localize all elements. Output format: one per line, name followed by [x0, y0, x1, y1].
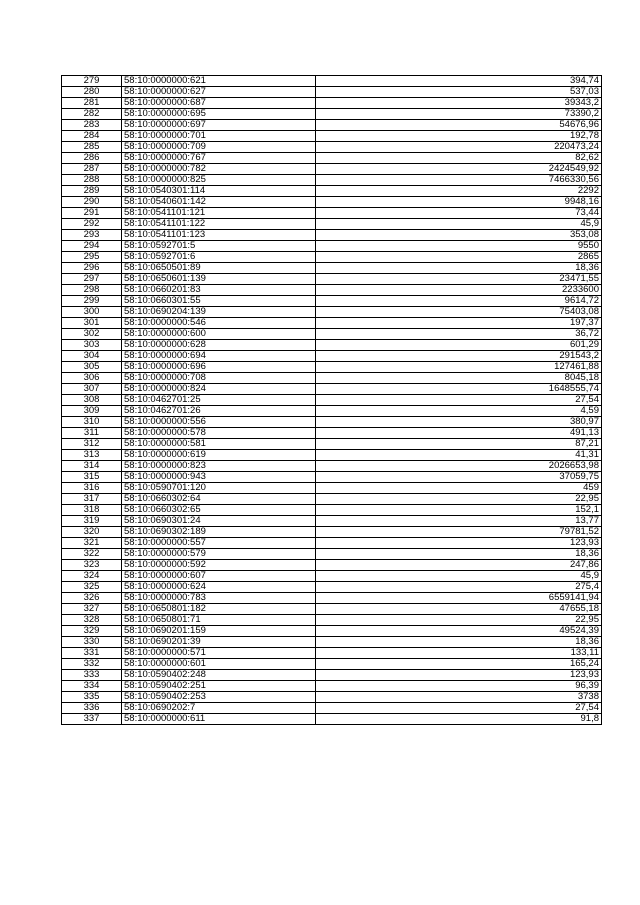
table-row [62, 142, 602, 153]
cadastral-number-cell: 58:10:0690301:24 [122, 516, 316, 527]
table-row [62, 626, 602, 637]
cadastral-number-cell: 58:10:0000000:581 [122, 439, 316, 450]
table-row [62, 703, 602, 714]
value-cell: 27,54 [316, 395, 602, 406]
table-row [62, 450, 602, 461]
table-row [62, 252, 602, 263]
value-cell: 291543,2 [316, 351, 602, 362]
value-cell: 247,86 [316, 560, 602, 571]
row-number-cell: 297 [62, 274, 122, 285]
row-number-cell: 323 [62, 560, 122, 571]
value-cell: 75403,08 [316, 307, 602, 318]
row-number-cell: 288 [62, 175, 122, 186]
table-row [62, 582, 602, 593]
value-cell: 4,59 [316, 406, 602, 417]
table-row [62, 208, 602, 219]
cadastral-number-cell: 58:10:0000000:823 [122, 461, 316, 472]
table-row [62, 285, 602, 296]
row-number-cell: 330 [62, 637, 122, 648]
value-cell: 2865 [316, 252, 602, 263]
cadastral-number-cell: 58:10:0690201:159 [122, 626, 316, 637]
row-number-cell: 331 [62, 648, 122, 659]
row-number-cell: 316 [62, 483, 122, 494]
value-cell: 49524,39 [316, 626, 602, 637]
cadastral-number-cell: 58:10:0690202:7 [122, 703, 316, 714]
value-cell: 45,9 [316, 571, 602, 582]
cadastral-number-cell: 58:10:0000000:694 [122, 351, 316, 362]
row-number-cell: 328 [62, 615, 122, 626]
table-row [62, 131, 602, 142]
table-row [62, 175, 602, 186]
cadastral-number-cell: 58:10:0000000:695 [122, 109, 316, 120]
cadastral-number-cell: 58:10:0000000:627 [122, 87, 316, 98]
cadastral-number-cell: 58:10:0000000:611 [122, 714, 316, 725]
table-row [62, 472, 602, 483]
table-row [62, 197, 602, 208]
value-cell: 192,78 [316, 131, 602, 142]
table-row [62, 153, 602, 164]
value-cell: 9948,16 [316, 197, 602, 208]
row-number-cell: 287 [62, 164, 122, 175]
cadastral-number-cell: 58:10:0000000:767 [122, 153, 316, 164]
cadastral-number-cell: 58:10:0590402:248 [122, 670, 316, 681]
row-number-cell: 306 [62, 373, 122, 384]
table-row [62, 109, 602, 120]
cadastral-number-cell: 58:10:0690204:139 [122, 307, 316, 318]
cadastral-number-cell: 58:10:0000000:624 [122, 582, 316, 593]
cadastral-number-cell: 58:10:0000000:943 [122, 472, 316, 483]
value-cell: 537,03 [316, 87, 602, 98]
row-number-cell: 332 [62, 659, 122, 670]
cadastral-number-cell: 58:10:0000000:687 [122, 98, 316, 109]
table-row [62, 648, 602, 659]
row-number-cell: 327 [62, 604, 122, 615]
row-number-cell: 292 [62, 219, 122, 230]
row-number-cell: 285 [62, 142, 122, 153]
value-cell: 3738 [316, 692, 602, 703]
table-body [62, 76, 602, 725]
cadastral-number-cell: 58:10:0660302:64 [122, 494, 316, 505]
row-number-cell: 337 [62, 714, 122, 725]
cadastral-number-cell: 58:10:0000000:601 [122, 659, 316, 670]
value-cell: 165,24 [316, 659, 602, 670]
row-number-cell: 281 [62, 98, 122, 109]
table-row [62, 164, 602, 175]
row-number-cell: 334 [62, 681, 122, 692]
table-row [62, 659, 602, 670]
row-number-cell: 282 [62, 109, 122, 120]
value-cell: 45,9 [316, 219, 602, 230]
row-number-cell: 313 [62, 450, 122, 461]
cadastral-number-cell: 58:10:0000000:600 [122, 329, 316, 340]
row-number-cell: 295 [62, 252, 122, 263]
cadastral-number-cell: 58:10:0000000:592 [122, 560, 316, 571]
row-number-cell: 318 [62, 505, 122, 516]
cadastral-number-cell: 58:10:0000000:696 [122, 362, 316, 373]
row-number-cell: 283 [62, 120, 122, 131]
row-number-cell: 320 [62, 527, 122, 538]
value-cell: 2026653,98 [316, 461, 602, 472]
table-row [62, 120, 602, 131]
cadastral-number-cell: 58:10:0650801:182 [122, 604, 316, 615]
table-row [62, 483, 602, 494]
cadastral-number-cell: 58:10:0000000:578 [122, 428, 316, 439]
table-row [62, 593, 602, 604]
table-row [62, 516, 602, 527]
row-number-cell: 322 [62, 549, 122, 560]
row-number-cell: 280 [62, 87, 122, 98]
value-cell: 380,97 [316, 417, 602, 428]
cadastral-number-cell: 58:10:0592701:6 [122, 252, 316, 263]
cadastral-number-cell: 58:10:0690302:189 [122, 527, 316, 538]
table-row [62, 318, 602, 329]
table-row [62, 296, 602, 307]
value-cell: 18,36 [316, 549, 602, 560]
row-number-cell: 314 [62, 461, 122, 472]
table-row [62, 505, 602, 516]
row-number-cell: 301 [62, 318, 122, 329]
value-cell: 37059,75 [316, 472, 602, 483]
value-cell: 459 [316, 483, 602, 494]
cadastral-number-cell: 58:10:0650801:71 [122, 615, 316, 626]
row-number-cell: 303 [62, 340, 122, 351]
cadastral-number-cell: 58:10:0000000:607 [122, 571, 316, 582]
row-number-cell: 309 [62, 406, 122, 417]
row-number-cell: 308 [62, 395, 122, 406]
table-row [62, 692, 602, 703]
table-row [62, 219, 602, 230]
cadastral-number-cell: 58:10:0000000:701 [122, 131, 316, 142]
table-row [62, 637, 602, 648]
value-cell: 123,93 [316, 670, 602, 681]
row-number-cell: 335 [62, 692, 122, 703]
cadastral-number-cell: 58:10:0592701:5 [122, 241, 316, 252]
value-cell: 22,95 [316, 615, 602, 626]
value-cell: 394,74 [316, 76, 602, 87]
cadastral-number-cell: 58:10:0000000:619 [122, 450, 316, 461]
row-number-cell: 312 [62, 439, 122, 450]
value-cell: 133,11 [316, 648, 602, 659]
row-number-cell: 304 [62, 351, 122, 362]
value-cell: 54676,96 [316, 120, 602, 131]
row-number-cell: 305 [62, 362, 122, 373]
cadastral-number-cell: 58:10:0660301:55 [122, 296, 316, 307]
value-cell: 601,29 [316, 340, 602, 351]
row-number-cell: 319 [62, 516, 122, 527]
table-row [62, 549, 602, 560]
row-number-cell: 296 [62, 263, 122, 274]
table-row [62, 604, 602, 615]
cadastral-number-cell: 58:10:0650501:89 [122, 263, 316, 274]
row-number-cell: 291 [62, 208, 122, 219]
table-row [62, 351, 602, 362]
cadastral-number-cell: 58:10:0000000:556 [122, 417, 316, 428]
table-row [62, 439, 602, 450]
row-number-cell: 290 [62, 197, 122, 208]
table-row [62, 417, 602, 428]
value-cell: 18,36 [316, 637, 602, 648]
table-row [62, 263, 602, 274]
table-row [62, 76, 602, 87]
value-cell: 2233600 [316, 285, 602, 296]
cadastral-number-cell: 58:10:0540601:142 [122, 197, 316, 208]
cadastral-number-cell: 58:10:0000000:697 [122, 120, 316, 131]
row-number-cell: 311 [62, 428, 122, 439]
cadastral-number-cell: 58:10:0541101:123 [122, 230, 316, 241]
cadastral-number-cell: 58:10:0000000:783 [122, 593, 316, 604]
value-cell: 96,39 [316, 681, 602, 692]
value-cell: 82,62 [316, 153, 602, 164]
value-cell: 353,08 [316, 230, 602, 241]
table-row [62, 571, 602, 582]
value-cell: 275,4 [316, 582, 602, 593]
row-number-cell: 298 [62, 285, 122, 296]
table-row [62, 461, 602, 472]
table-row [62, 406, 602, 417]
value-cell: 1648555,74 [316, 384, 602, 395]
value-cell: 23471,55 [316, 274, 602, 285]
table-row [62, 329, 602, 340]
table-row [62, 538, 602, 549]
row-number-cell: 324 [62, 571, 122, 582]
row-number-cell: 336 [62, 703, 122, 714]
value-cell: 8045,18 [316, 373, 602, 384]
cadastral-number-cell: 58:10:0660201:83 [122, 285, 316, 296]
row-number-cell: 329 [62, 626, 122, 637]
value-cell: 127461,88 [316, 362, 602, 373]
row-number-cell: 315 [62, 472, 122, 483]
row-number-cell: 321 [62, 538, 122, 549]
cadastral-number-cell: 58:10:0590701:120 [122, 483, 316, 494]
row-number-cell: 325 [62, 582, 122, 593]
table-row [62, 395, 602, 406]
row-number-cell: 333 [62, 670, 122, 681]
value-cell: 79781,52 [316, 527, 602, 538]
value-cell: 22,95 [316, 494, 602, 505]
value-cell: 152,1 [316, 505, 602, 516]
row-number-cell: 317 [62, 494, 122, 505]
value-cell: 18,36 [316, 263, 602, 274]
row-number-cell: 302 [62, 329, 122, 340]
table-row [62, 681, 602, 692]
table-row [62, 230, 602, 241]
value-cell: 2292 [316, 186, 602, 197]
value-cell: 123,93 [316, 538, 602, 549]
cadastral-number-cell: 58:10:0660302:65 [122, 505, 316, 516]
value-cell: 9614,72 [316, 296, 602, 307]
cadastral-number-cell: 58:10:0462701:25 [122, 395, 316, 406]
row-number-cell: 299 [62, 296, 122, 307]
row-number-cell: 284 [62, 131, 122, 142]
value-cell: 6559141,94 [316, 593, 602, 604]
value-cell: 87,21 [316, 439, 602, 450]
row-number-cell: 300 [62, 307, 122, 318]
cadastral-number-cell: 58:10:0462701:26 [122, 406, 316, 417]
table-row [62, 362, 602, 373]
cadastral-number-cell: 58:10:0590402:253 [122, 692, 316, 703]
value-cell: 47655,18 [316, 604, 602, 615]
cadastral-number-cell: 58:10:0690201:39 [122, 637, 316, 648]
cadastral-number-cell: 58:10:0590402:251 [122, 681, 316, 692]
cadastral-number-cell: 58:10:0000000:571 [122, 648, 316, 659]
cadastral-number-cell: 58:10:0000000:824 [122, 384, 316, 395]
value-cell: 73,44 [316, 208, 602, 219]
value-cell: 491,13 [316, 428, 602, 439]
row-number-cell: 289 [62, 186, 122, 197]
value-cell: 36,72 [316, 329, 602, 340]
cadastral-number-cell: 58:10:0000000:546 [122, 318, 316, 329]
row-number-cell: 326 [62, 593, 122, 604]
value-cell: 7466330,56 [316, 175, 602, 186]
value-cell: 13,77 [316, 516, 602, 527]
table-row [62, 373, 602, 384]
row-number-cell: 294 [62, 241, 122, 252]
cadastral-number-cell: 58:10:0541101:121 [122, 208, 316, 219]
table-row [62, 87, 602, 98]
row-number-cell: 279 [62, 76, 122, 87]
row-number-cell: 307 [62, 384, 122, 395]
cadastral-number-cell: 58:10:0000000:825 [122, 175, 316, 186]
value-cell: 39343,2 [316, 98, 602, 109]
table-row [62, 714, 602, 725]
value-cell: 9550 [316, 241, 602, 252]
value-cell: 73390,2 [316, 109, 602, 120]
cadastral-number-cell: 58:10:0000000:579 [122, 549, 316, 560]
table-row [62, 340, 602, 351]
cadastral-number-cell: 58:10:0000000:628 [122, 340, 316, 351]
cadastral-number-cell: 58:10:0540301:114 [122, 186, 316, 197]
row-number-cell: 310 [62, 417, 122, 428]
value-cell: 91,8 [316, 714, 602, 725]
table-row [62, 428, 602, 439]
table-row [62, 274, 602, 285]
cadastral-number-cell: 58:10:0541101:122 [122, 219, 316, 230]
value-cell: 27,54 [316, 703, 602, 714]
value-cell: 41,31 [316, 450, 602, 461]
value-cell: 197,37 [316, 318, 602, 329]
row-number-cell: 286 [62, 153, 122, 164]
table-row [62, 615, 602, 626]
table-row [62, 670, 602, 681]
table-row [62, 527, 602, 538]
cadastral-table [61, 75, 602, 725]
cadastral-number-cell: 58:10:0000000:708 [122, 373, 316, 384]
table-row [62, 98, 602, 109]
value-cell: 2424549,92 [316, 164, 602, 175]
cadastral-number-cell: 58:10:0000000:621 [122, 76, 316, 87]
cadastral-number-cell: 58:10:0000000:782 [122, 164, 316, 175]
cadastral-number-cell: 58:10:0000000:709 [122, 142, 316, 153]
table-row [62, 384, 602, 395]
value-cell: 220473,24 [316, 142, 602, 153]
cadastral-number-cell: 58:10:0650601:139 [122, 274, 316, 285]
table-row [62, 560, 602, 571]
table-row [62, 307, 602, 318]
cadastral-number-cell: 58:10:0000000:557 [122, 538, 316, 549]
table-row [62, 241, 602, 252]
row-number-cell: 293 [62, 230, 122, 241]
table-row [62, 186, 602, 197]
table-row [62, 494, 602, 505]
